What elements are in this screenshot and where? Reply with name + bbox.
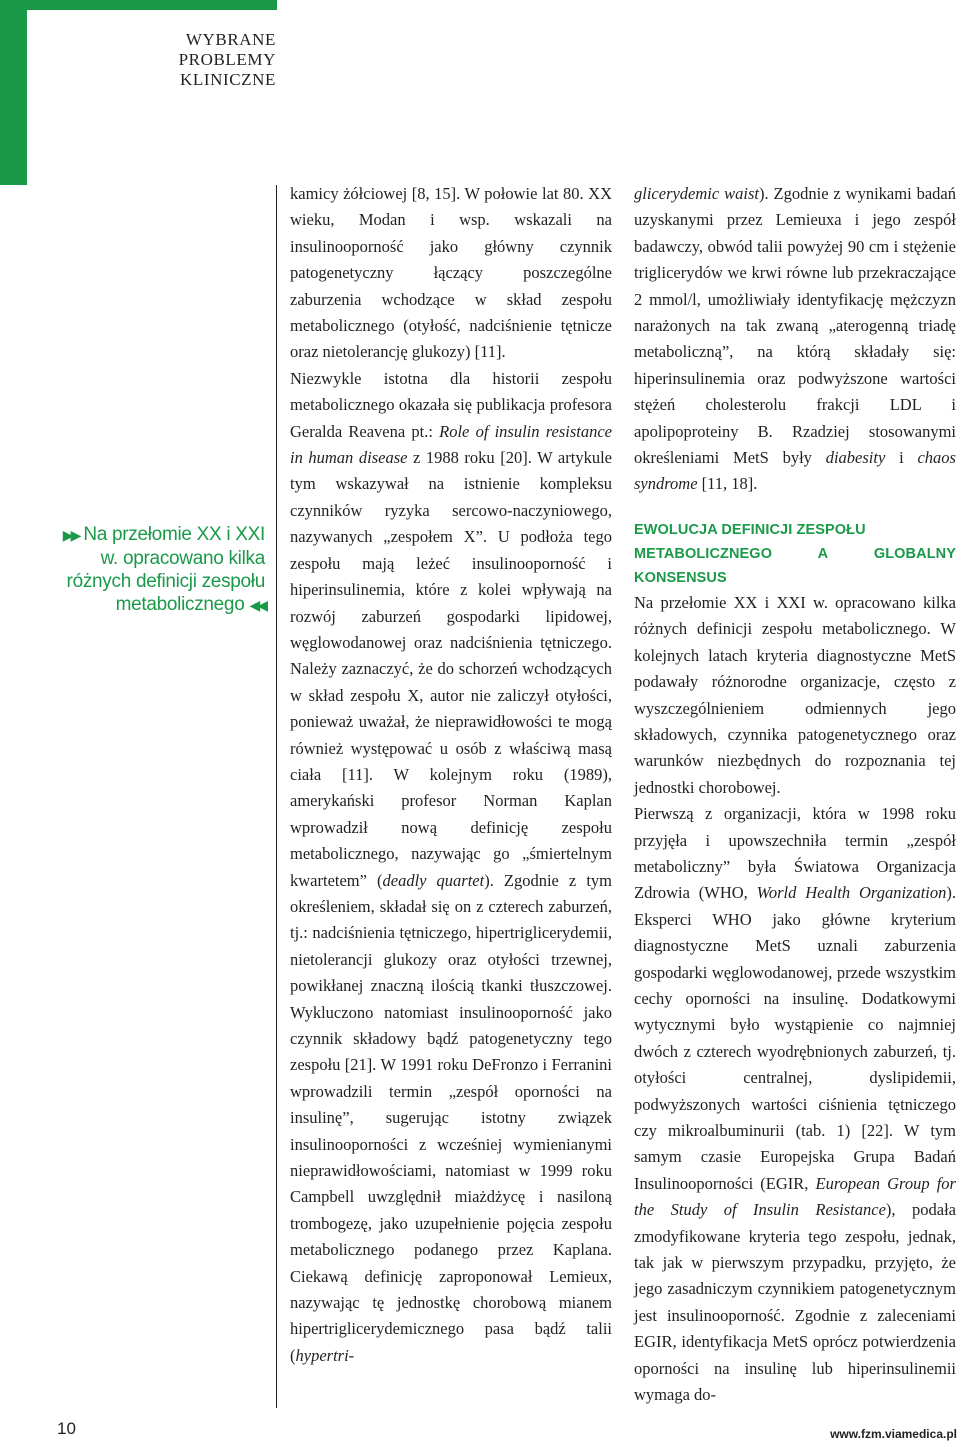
column-divider (276, 185, 277, 1408)
body-paragraph (634, 801, 956, 1408)
pull-quote-text: Na przełomie XX i XXI w. opracowano kilka różnych definicji zespołu metabolicznego (66, 524, 265, 615)
section-heading-line: METABOLICZNEGO A GLOBALNY KONSENSUS (634, 545, 956, 586)
col2-text-part: glicerydemic waist). Zgodnie z wynikami badań uzyskanymi przez Lemieuxa i jego zespół badawczy, obwód talii powyżej 90 cm i stężenie triglicerydów we krwi równe lub przekraczające 2 mmol/l, umożliwiały identyfikację mężczyzn narażonych na tak zwaną „aterogenną triadę metaboliczną”, na którą składały się: hiperinsulinemia oraz podwyższone wartości stężeń cholesterolu frakcji LDL i apolipoproteiny B. Rzadziej stosowanymi określeniami MetS były diabesity i chaos syndrome [11, 18]. (634, 184, 956, 494)
green-top-rule (27, 0, 277, 10)
green-accent-bar (0, 0, 27, 185)
section-heading-line: EWOLUCJA DEFINICJI ZESPOŁU (634, 521, 866, 538)
section-label-line: PROBLEMY (178, 50, 276, 69)
body-paragraph (290, 366, 612, 1369)
page-number: 10 (57, 1419, 76, 1438)
col2-text-part: Pierwszą z organizacji, która w 1998 roku przyjęła i upowszechniła termin „zespół metaboliczny” była Światowa Organizacja Zdrowia (WHO, World Health Organization). Eksperci WHO jako główne kryterium diagnostyczne MetS uznali zaburzenia gospodarki węglowodanowej, przede wszystkim cechy oporności na insulinę. Dodatkowymi wytycznymi było wystąpienie co najmniej dwóch z czterech wyodrębnionych zaburzeń, tj. otyłości centralnej, dyslipidemii, podwyższonych wartości ciśnienia tętniczego czy mikroalbuminurii (tab. 1) [22]. W tym samym czasie Europejska Grupa Badań Insulinooporności (EGIR, European Group for the Study of Insulin Resistance), podała zmodyfikowane kryteria tego zespołu, jednak, tak jak w pierwszym przypadku, przyjęto, że jego zasadniczym czynnikiem patogenetycznym jest insulinooporność. Zgodnie z zaleceniami EGIR, identyfikacja MetS oprócz potwierdzenia oporności na insulinę lub hiperinsulinemii wymaga do- (634, 804, 956, 1405)
quote-open-arrows-icon: ▶▶ (62, 527, 79, 543)
text-column-right (634, 181, 956, 1408)
text-column-left (290, 181, 612, 1369)
pull-quote (60, 523, 265, 617)
body-paragraph (634, 181, 956, 498)
section-label-line: WYBRANE (185, 30, 276, 49)
body-paragraph (290, 181, 612, 366)
col1-text-part: kamicy żółciowej [8, 15]. W połowie lat 80. XX wieku, Modan i wsp. wskazali na insulinooporność jako główny czynnik patogenetyczny łączący poszczególne zaburzenia wchodzące w skład zespołu metabolicznego (otyłość, nadciśnienie tętnicze oraz nietolerancję glukozy) [11]. (290, 184, 612, 362)
quote-close-arrows-icon: ◀◀ (249, 597, 265, 613)
footer-url: www.fzm.viamedica.pl (830, 1427, 957, 1441)
section-label-line: KLINICZNE (179, 70, 276, 89)
section-heading (634, 518, 956, 590)
body-paragraph: Na przełomie XX i XXI w. opracowano kilka różnych definicji zespołu metabolicznego. W kolejnych latach kryteria diagnostyczne MetS podawały różnorodne organizacje, często z wyszczególnieniem odmiennych jego składowych, czynnika patogenetycznego oraz warunków niezbędnych do rozpoznania tej jednostki chorobowej. (634, 592, 956, 797)
col1-text-part: Niezwykle istotna dla historii zespołu metabolicznego okazała się publikacja profesora Geralda Reavena pt.: Role of insulin resistance in human disease z 1988 roku [20]. W artykule tym wskazywał na istnienie kompleksu czynników ryzyka sercowo-naczyniowego, nazywanych „zespołem X”. U podłoża tego zespołu mają leżeć insulinooporność i hiperinsulinemia, które z kolei wpływają na rozwój zaburzeń gospodarki lipidowej, węglowodanowej oraz nadciśnienia tętniczego. Należy zaznaczyć, że do schorzeń wchodzących w skład zespołu X, autor nie zaliczył otyłości, ponieważ uważał, że nieprawidłowości te mogą również występować u osób z właściwą masą ciała [11]. W kolejnym roku (1989), amerykański profesor Norman Kaplan wprowadził nową definicję zespołu metabolicznego, nazywając go „śmiertelnym kwartetem” (deadly quartet). Zgodnie z tym określeniem, składał się on z czterech zaburzeń, tj.: nadciśnienia tętniczego, hipertriglicerydemii, nietolerancji glukozy oraz otyłości trzewnej, powikłanej znaczną ilością tkanki tłuszczowej. Wykluczono natomiast insulinooporność jako czynnik składowy bądź patogenetyczny tego zespołu [21]. W 1991 roku DeFronzo i Ferranini wprowadzili termin „zespół oporności na insulinę”, sugerując istotny związek insulinooporności z wcześniej wymienianymi nieprawidłowościami, natomiast w 1999 roku Campbell uwzględnił miażdżycę i nasiloną trombogezę, jako uzupełnienie pojęcia zespołu metabolicznego podanego przez Kaplana. Ciekawą definicję zaproponował Lemieux, nazywając tę jednostkę chorobową mianem hipertriglicerydemicznego pasa bądź talii (hypertri- (290, 368, 612, 1365)
section-label (116, 30, 276, 90)
